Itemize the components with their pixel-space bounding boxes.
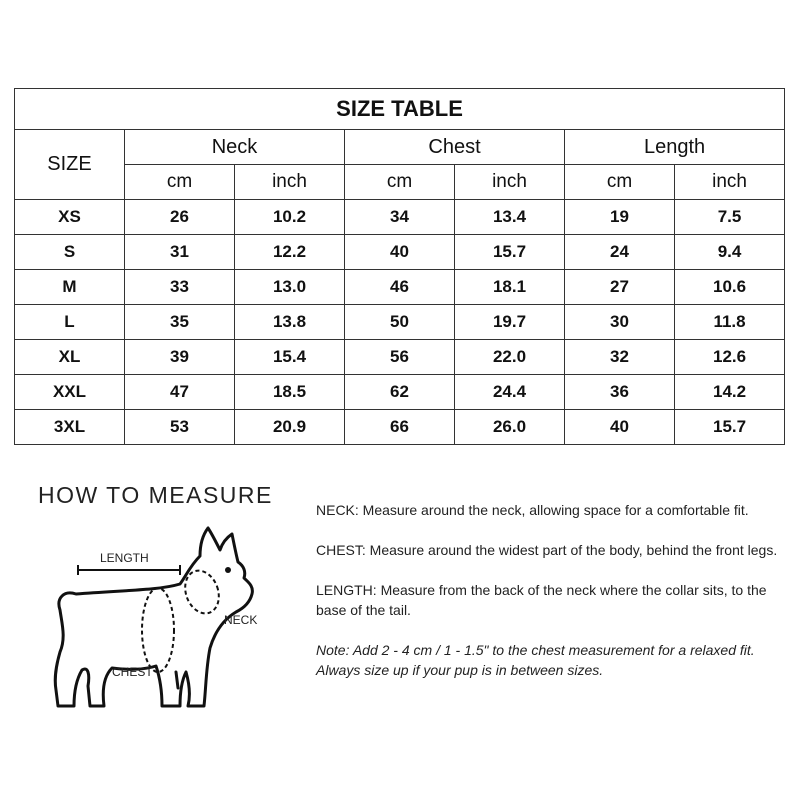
measurement-cell: 27 [565, 270, 675, 305]
measurement-cell: 32 [565, 340, 675, 375]
dog-eye [225, 567, 231, 573]
measurement-cell: 26 [125, 200, 235, 235]
sizing-note: Note: Add 2 - 4 cm / 1 - 1.5" to the chest measurement for a relaxed fit. Always size up if your pup is in between sizes. [316, 642, 755, 678]
size-cell: XXL [15, 375, 125, 410]
measurement-cell: 13.4 [455, 200, 565, 235]
measurement-cell: 31 [125, 235, 235, 270]
measurement-cell: 12.2 [235, 235, 345, 270]
measurement-cell: 19 [565, 200, 675, 235]
length-instruction: LENGTH: Measure from the back of the neck where the collar sits, to the base of the tail. [316, 582, 767, 618]
neck-group-header: Neck [125, 130, 345, 165]
measurement-cell: 53 [125, 410, 235, 445]
measurement-cell: 47 [125, 375, 235, 410]
size-cell: M [15, 270, 125, 305]
measurement-cell: 30 [565, 305, 675, 340]
size-cell: S [15, 235, 125, 270]
size-cell: 3XL [15, 410, 125, 445]
how-to-measure-heading: HOW TO MEASURE [38, 482, 273, 508]
length-label: LENGTH [100, 551, 149, 565]
chest-measure-loop [142, 588, 174, 672]
table-row [15, 340, 785, 375]
measurement-cell: 15.7 [675, 410, 785, 445]
length-group-header: Length [565, 130, 785, 165]
dog-measurement-illustration [40, 520, 270, 720]
table-title: SIZE TABLE [15, 89, 785, 130]
size-cell: XS [15, 200, 125, 235]
unit-header: cm [565, 165, 675, 200]
size-column-header: SIZE [15, 130, 125, 200]
measurement-cell: 40 [565, 410, 675, 445]
measurement-cell: 13.0 [235, 270, 345, 305]
measurement-cell: 10.6 [675, 270, 785, 305]
unit-header: inch [455, 165, 565, 200]
measurement-cell: 22.0 [455, 340, 565, 375]
unit-header: cm [345, 165, 455, 200]
measurement-cell: 19.7 [455, 305, 565, 340]
measurement-cell: 18.5 [235, 375, 345, 410]
measurement-cell: 34 [345, 200, 455, 235]
measurement-cell: 46 [345, 270, 455, 305]
measurement-cell: 10.2 [235, 200, 345, 235]
measurement-cell: 33 [125, 270, 235, 305]
neck-label: NECK [224, 613, 258, 627]
chest-group-header: Chest [345, 130, 565, 165]
measurement-cell: 36 [565, 375, 675, 410]
measurement-cell: 56 [345, 340, 455, 375]
table-row [15, 375, 785, 410]
chest-label: CHEST [112, 665, 153, 679]
measurement-cell: 26.0 [455, 410, 565, 445]
table-row [15, 200, 785, 235]
measurement-cell: 7.5 [675, 200, 785, 235]
table-row [15, 305, 785, 340]
measurement-cell: 66 [345, 410, 455, 445]
measuring-instructions [316, 500, 792, 700]
table-row [15, 235, 785, 270]
measurement-cell: 15.7 [455, 235, 565, 270]
measurement-cell: 11.8 [675, 305, 785, 340]
size-table [14, 88, 785, 445]
chest-instruction: CHEST: Measure around the widest part of the body, behind the front legs. [316, 542, 778, 558]
unit-header: inch [235, 165, 345, 200]
measurement-cell: 24.4 [455, 375, 565, 410]
measurement-cell: 14.2 [675, 375, 785, 410]
table-row [15, 270, 785, 305]
measurement-cell: 50 [345, 305, 455, 340]
measurement-cell: 12.6 [675, 340, 785, 375]
dog-outline [55, 528, 252, 706]
measurement-cell: 18.1 [455, 270, 565, 305]
measurement-cell: 35 [125, 305, 235, 340]
measurement-cell: 40 [345, 235, 455, 270]
dog-leg-line [176, 672, 178, 688]
measurement-cell: 9.4 [675, 235, 785, 270]
measurement-cell: 62 [345, 375, 455, 410]
size-cell: XL [15, 340, 125, 375]
size-cell: L [15, 305, 125, 340]
neck-instruction: NECK: Measure around the neck, allowing space for a comfortable fit. [316, 502, 749, 518]
measurement-cell: 39 [125, 340, 235, 375]
table-row [15, 410, 785, 445]
unit-header: inch [675, 165, 785, 200]
measurement-cell: 13.8 [235, 305, 345, 340]
measurement-cell: 20.9 [235, 410, 345, 445]
measurement-cell: 15.4 [235, 340, 345, 375]
measurement-cell: 24 [565, 235, 675, 270]
unit-header: cm [125, 165, 235, 200]
